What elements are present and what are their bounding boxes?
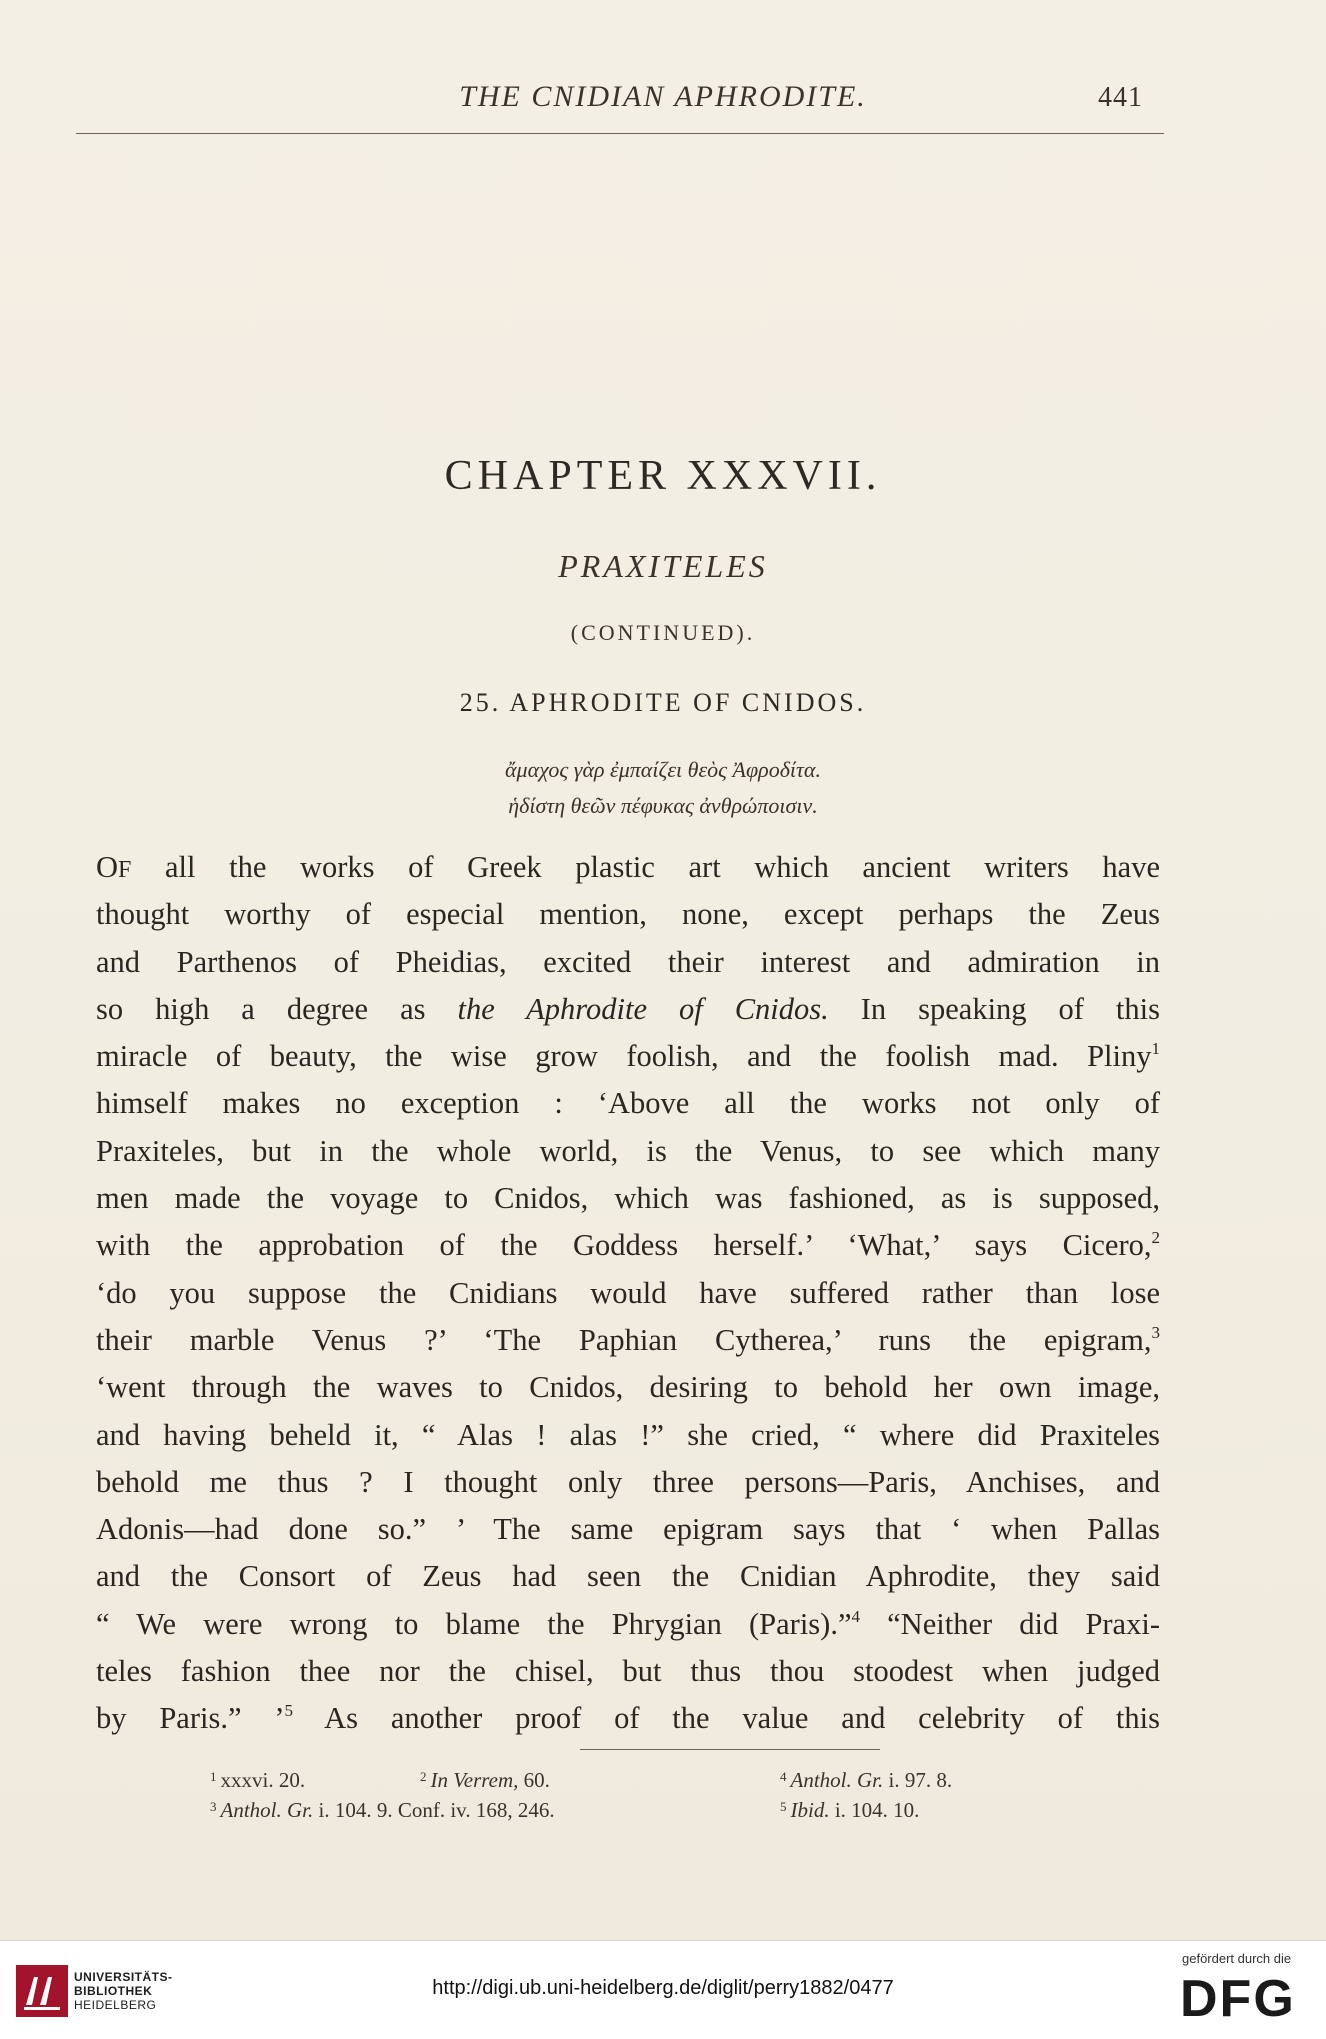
footnote-ref: 5 xyxy=(284,1701,293,1721)
section-heading: 25. APHRODITE OF CNIDOS. xyxy=(459,688,867,717)
text-line: their marble Venus ?’ ‘The Paphian Cytherea,’ runs the epigram,$^3$ xyxy=(96,1322,1160,1357)
page-number: 441 xyxy=(1098,82,1143,113)
footnote-rule xyxy=(580,1749,880,1750)
footnote-ref: 4 xyxy=(851,1606,860,1626)
footnote-5: $^5$ Ibid. i. 104. 10. xyxy=(780,1798,920,1822)
footnote-3: $^3$ Anthol. Gr. i. 104. 9. Conf. iv. 168, 246. xyxy=(210,1798,555,1822)
viewer-footer xyxy=(0,1940,1326,2039)
epigraph-line: ἡδίστη θεῶν πέφυκας ἀνθρώποισιν. xyxy=(508,793,818,818)
text-line: ‘went through the waves to Cnidos, desiring to behold her own image, xyxy=(96,1370,1160,1405)
text-line: himself makes no exception : ‘Above all the works not only of xyxy=(96,1086,1160,1121)
text-line: and the Consort of Zeus had seen the Cnidian Aphrodite, they said xyxy=(96,1559,1160,1594)
permalink-url[interactable]: http://digi.ub.uni-heidelberg.de/diglit/perry1882/0477 xyxy=(432,1977,894,1999)
text-line: teles fashion thee nor the chisel, but thus thou stoodest when judged xyxy=(96,1654,1160,1689)
chapter-title: CHAPTER XXXVII. xyxy=(444,453,882,499)
text-line: Praxiteles, but in the whole world, is the Venus, to see which many xyxy=(96,1133,1160,1168)
text-line: thought worthy of especial mention, none, except perhaps the Zeus xyxy=(96,897,1160,932)
chapter-subject: PRAXITELES xyxy=(558,548,768,584)
footnote-4: $^4$ Anthol. Gr. i. 97. 8. xyxy=(780,1768,953,1792)
continued-note: (CONTINUED). xyxy=(570,620,756,645)
text-line: OF all the works of Greek plastic art which ancient writers have xyxy=(96,850,1160,884)
footnote-1: $^1$ xxxvi. 20. xyxy=(210,1768,306,1792)
running-head: THE CNIDIAN APHRODITE. xyxy=(459,80,867,113)
header-rule xyxy=(76,133,1164,134)
dfg-logo: DFG xyxy=(1180,1970,1296,2028)
funded-by-label: gefördert durch die xyxy=(1182,1951,1292,1966)
footnote-ref: 1 xyxy=(1151,1039,1160,1059)
body-paragraph xyxy=(96,844,1160,1743)
text-line: by Paris.” ’$^5$ As another proof of the value and celebrity of this xyxy=(96,1701,1160,1736)
footnotes xyxy=(210,1762,1110,1822)
text-line: and Parthenos of Pheidias, excited their interest and admiration in xyxy=(96,944,1160,979)
text-line: with the approbation of the Goddess herself.’ ‘What,’ says Cicero,$^2$ xyxy=(96,1228,1160,1263)
text-line: ‘do you suppose the Cnidians would have suffered rather than lose xyxy=(96,1275,1160,1310)
epigraph-line: ἄμαχος γὰρ ἐμπαίζει θεὸς Ἀφροδίτα. xyxy=(505,757,821,782)
footnote-ref: 3 xyxy=(1151,1322,1160,1342)
library-name: UNIVERSITÄTS- BIBLIOTHEK HEIDELBERG xyxy=(74,1970,173,2012)
text-line: “ We were wrong to blame the Phrygian (Paris).”$^4$ “Neither did Praxi- xyxy=(96,1606,1160,1641)
footnote-ref: 2 xyxy=(1151,1228,1160,1248)
text-line: and having beheld it, “ Alas ! alas !” she cried, “ where did Praxiteles xyxy=(96,1417,1160,1452)
footnote-2: $^2$ In Verrem, 60. xyxy=(420,1768,550,1792)
text-line: miracle of beauty, the wise grow foolish, and the foolish mad. Pliny$^1$ xyxy=(96,1039,1160,1074)
text-line: so high a degree as the Aphrodite of Cnidos. In speaking of this xyxy=(96,991,1160,1026)
greek-epigraph xyxy=(0,752,1326,824)
text-line: men made the voyage to Cnidos, which was fashioned, as is supposed, xyxy=(96,1181,1160,1216)
text-line: behold me thus ? I thought only three persons—Paris, Anchises, and xyxy=(96,1464,1160,1499)
text-line: Adonis—had done so.” ’ The same epigram says that ‘ when Pallas xyxy=(96,1512,1160,1547)
